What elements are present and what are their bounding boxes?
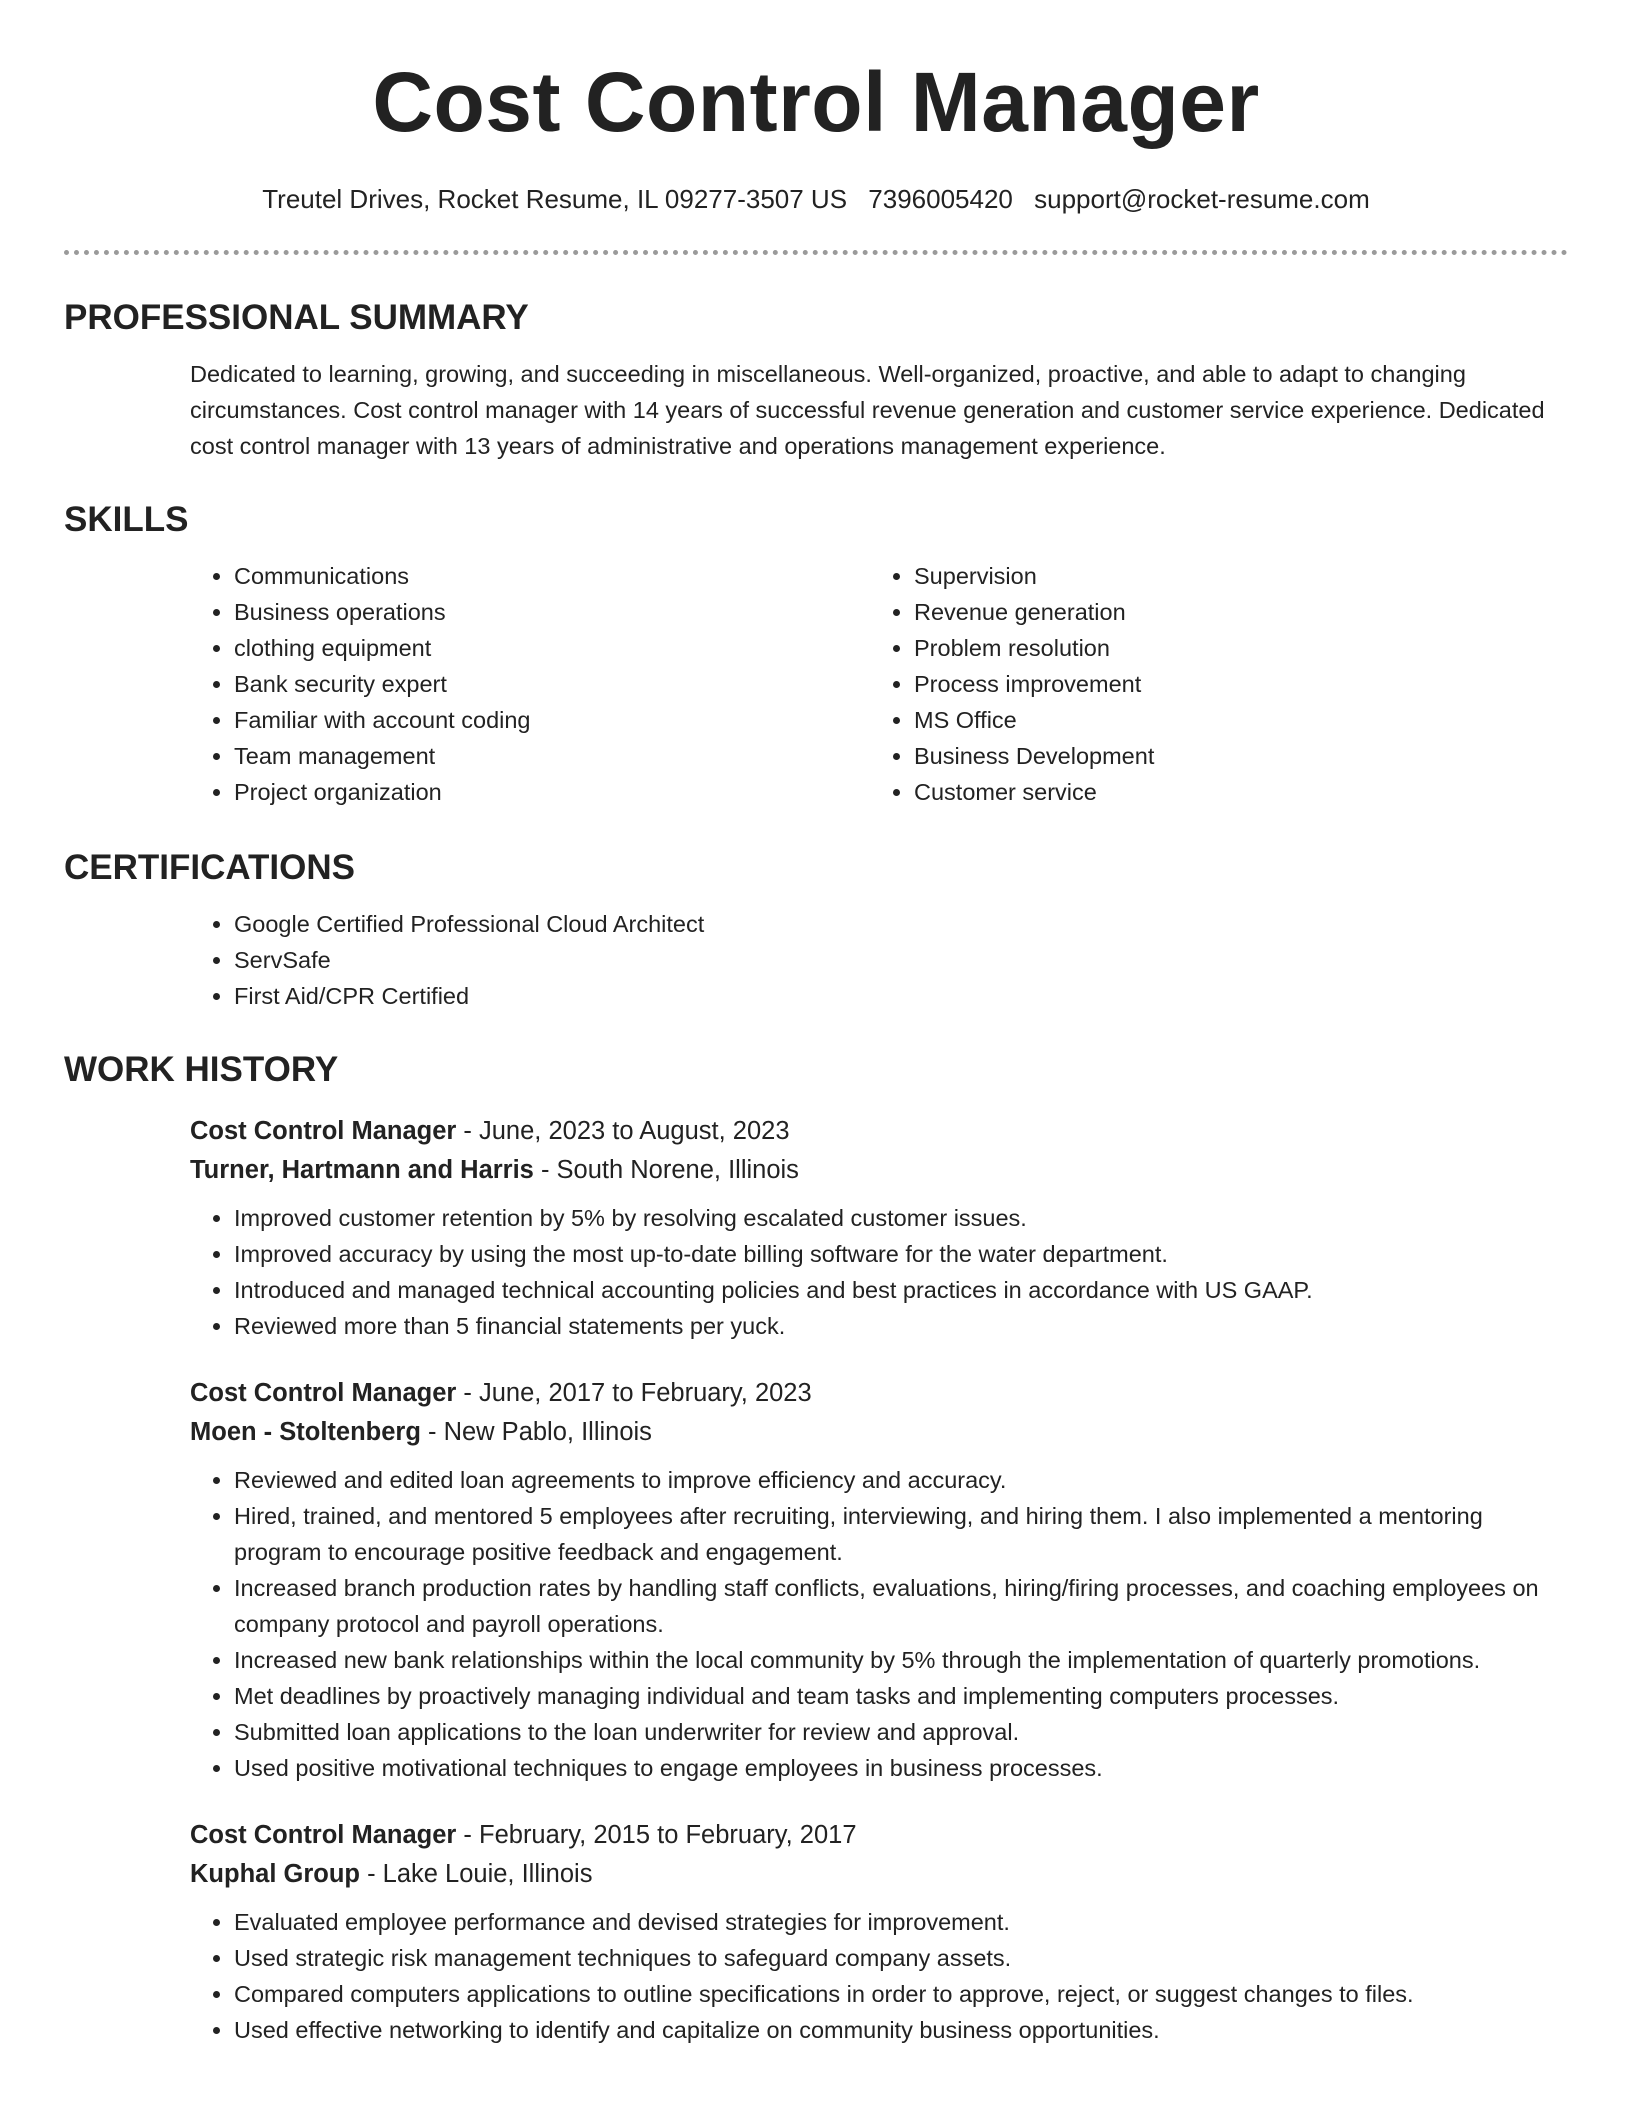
job-bullet: • Increased new bank relationships within the local community by 5% through the implementation of quarterly promotions. bbox=[234, 1642, 1568, 1678]
skill-item: • Business operations bbox=[234, 594, 870, 630]
job-bullet: • Improved accuracy by using the most up-to-date billing software for the water department. bbox=[234, 1236, 1568, 1272]
skills-columns bbox=[190, 558, 1568, 810]
contact-email: support@rocket-resume.com bbox=[1034, 184, 1370, 214]
skill-item: • Project organization bbox=[234, 774, 870, 810]
skill-item: • clothing equipment bbox=[234, 630, 870, 666]
job-title: Cost Control Manager bbox=[190, 1117, 457, 1145]
job-entry bbox=[190, 1112, 1568, 1344]
job-company: Turner, Hartmann and Harris bbox=[190, 1156, 534, 1184]
skill-item: • Team management bbox=[234, 738, 870, 774]
job-bullet: • Used strategic risk management techniques to safeguard company assets. bbox=[234, 1940, 1568, 1976]
skill-item: • Familiar with account coding bbox=[234, 702, 870, 738]
work-history-section bbox=[64, 1048, 1568, 2048]
skill-item: • Supervision bbox=[914, 558, 1550, 594]
skill-item: • Customer service bbox=[914, 774, 1550, 810]
skill-item: • Bank security expert bbox=[234, 666, 870, 702]
job-bullet: • Introduced and managed technical accounting policies and best practices in accordance with US GAAP. bbox=[234, 1272, 1568, 1308]
work-history-body bbox=[190, 1112, 1568, 2048]
job-dates: - June, 2023 to August, 2023 bbox=[456, 1117, 790, 1145]
skills-heading: SKILLS bbox=[64, 500, 189, 539]
job-company: Kuphal Group bbox=[190, 1860, 360, 1888]
job-location: - New Pablo, Illinois bbox=[420, 1418, 652, 1446]
skill-item: • Process improvement bbox=[914, 666, 1550, 702]
skill-item: • Revenue generation bbox=[914, 594, 1550, 630]
contact-phone: 7396005420 bbox=[868, 184, 1013, 214]
job-bullet: • Evaluated employee performance and devised strategies for improvement. bbox=[234, 1904, 1568, 1940]
summary-heading: PROFESSIONAL SUMMARY bbox=[64, 298, 529, 337]
contact-address: Treutel Drives, Rocket Resume, IL 09277-3507 US bbox=[262, 184, 848, 214]
job-company: Moen - Stoltenberg bbox=[190, 1418, 421, 1446]
job-dates: - June, 2017 to February, 2023 bbox=[456, 1379, 812, 1407]
certifications-body bbox=[190, 906, 1568, 1014]
job-title-line bbox=[190, 1112, 1568, 1151]
job-title-line bbox=[190, 1816, 1568, 1855]
skills-column-right bbox=[870, 558, 1550, 810]
job-title: Cost Control Manager bbox=[190, 1821, 457, 1849]
job-company-line bbox=[190, 1855, 1568, 1894]
certification-item: • ServSafe bbox=[234, 942, 1568, 978]
candidate-name: Cost Control Manager bbox=[372, 55, 1260, 149]
certification-item: • First Aid/CPR Certified bbox=[234, 978, 1568, 1014]
skill-item: • Problem resolution bbox=[914, 630, 1550, 666]
job-bullet: • Hired, trained, and mentored 5 employees after recruiting, interviewing, and hiring them. I also implemented a mentoring program to encourage positive feedback and engagement. bbox=[234, 1498, 1568, 1570]
job-bullet: • Reviewed more than 5 financial statements per yuck. bbox=[234, 1308, 1568, 1344]
job-bullet: • Improved customer retention by 5% by resolving escalated customer issues. bbox=[234, 1200, 1568, 1236]
certifications-heading: CERTIFICATIONS bbox=[64, 848, 356, 887]
header-divider bbox=[64, 250, 1568, 255]
job-location: - South Norene, Illinois bbox=[533, 1156, 799, 1184]
job-bullet: • Submitted loan applications to the loan underwriter for review and approval. bbox=[234, 1714, 1568, 1750]
work-history-heading: WORK HISTORY bbox=[64, 1050, 339, 1089]
skill-item: • MS Office bbox=[914, 702, 1550, 738]
certifications-list bbox=[190, 906, 1568, 1014]
job-bullet: • Increased branch production rates by handling staff conflicts, evaluations, hiring/firing processes, and coaching employees on company protocol and payroll operations. bbox=[234, 1570, 1568, 1642]
job-company-line bbox=[190, 1151, 1568, 1190]
job-bullet: • Used effective networking to identify and capitalize on community business opportunities. bbox=[234, 2012, 1568, 2048]
job-title-line bbox=[190, 1374, 1568, 1413]
job-title: Cost Control Manager bbox=[190, 1379, 457, 1407]
job-location: - Lake Louie, Illinois bbox=[359, 1860, 593, 1888]
skills-list-right bbox=[870, 558, 1550, 810]
skills-column-left bbox=[190, 558, 870, 810]
skill-item: • Business Development bbox=[914, 738, 1550, 774]
job-dates: - February, 2015 to February, 2017 bbox=[456, 1821, 857, 1849]
summary-text: Dedicated to learning, growing, and succeeding in miscellaneous. Well-organized, proactive, and able to adapt to changing circumstances. Cost control manager with 14 years of successful revenue generation and customer service experience. Dedicated cost control manager with 13 years of administrative and operations management experience. bbox=[190, 361, 1545, 459]
job-bullet: • Reviewed and edited loan agreements to improve efficiency and accuracy. bbox=[234, 1462, 1568, 1498]
certifications-section bbox=[64, 846, 1568, 1014]
skills-section bbox=[64, 498, 1568, 810]
job-company-line bbox=[190, 1413, 1568, 1452]
certification-item: • Google Certified Professional Cloud Architect bbox=[234, 906, 1568, 942]
summary-section bbox=[64, 296, 1568, 464]
job-bullet: • Compared computers applications to outline specifications in order to approve, reject, or suggest changes to files. bbox=[234, 1976, 1568, 2012]
job-entry bbox=[190, 1816, 1568, 2048]
job-bullets bbox=[190, 1904, 1568, 2048]
job-bullet: • Met deadlines by proactively managing individual and team tasks and implementing computers processes. bbox=[234, 1678, 1568, 1714]
job-entry bbox=[190, 1374, 1568, 1786]
skills-list-left bbox=[190, 558, 870, 810]
skill-item: • Communications bbox=[234, 558, 870, 594]
job-bullets bbox=[190, 1200, 1568, 1344]
contact-info bbox=[0, 182, 1632, 216]
job-bullet: • Used positive motivational techniques to engage employees in business processes. bbox=[234, 1750, 1568, 1786]
job-bullets bbox=[190, 1462, 1568, 1786]
